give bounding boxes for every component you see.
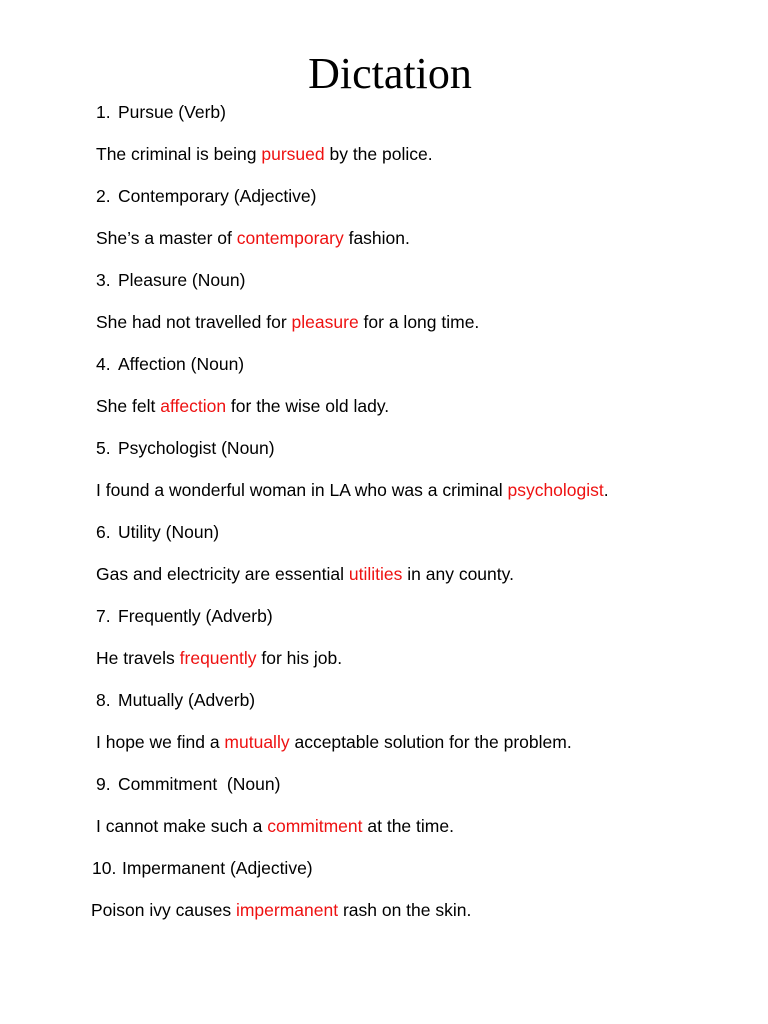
term-text: Commitment (Noun) xyxy=(118,774,281,794)
page-title: Dictation xyxy=(308,49,472,98)
sentence-text: fashion. xyxy=(343,228,410,248)
term-heading xyxy=(96,184,768,208)
highlighted-word: contemporary xyxy=(236,228,344,248)
example-sentence xyxy=(96,310,768,334)
term-heading xyxy=(96,100,768,124)
example-sentence xyxy=(96,646,768,670)
highlighted-word: psychologist xyxy=(507,480,604,500)
term-number: 9. xyxy=(96,774,111,794)
highlighted-word: pursued xyxy=(261,144,325,164)
term-number: 6. xyxy=(96,522,111,542)
term-text: Affection (Noun) xyxy=(118,354,245,374)
term-text: Pursue (Verb) xyxy=(118,102,226,122)
sentence-text: She felt xyxy=(96,396,161,416)
highlighted-word: impermanent xyxy=(235,900,339,920)
term-number: 10. xyxy=(92,858,117,878)
example-sentence xyxy=(91,898,768,922)
term-heading xyxy=(96,772,768,796)
sentence-text: She’s a master of xyxy=(96,228,237,248)
term-heading xyxy=(96,520,768,544)
sentence-text: Gas and electricity are essential xyxy=(96,564,349,584)
sentence-text: for his job. xyxy=(256,648,343,668)
highlighted-word: mutually xyxy=(224,732,290,752)
example-sentence xyxy=(96,562,768,586)
sentence-text: Poison ivy causes xyxy=(91,900,236,920)
term-number: 7. xyxy=(96,606,111,626)
term-heading xyxy=(96,436,768,460)
term-text: Mutually (Adverb) xyxy=(118,690,256,710)
example-sentence xyxy=(96,730,768,754)
sentence-text: in any county. xyxy=(402,564,514,584)
term-text: Impermanent (Adjective) xyxy=(122,858,313,878)
sentence-text: for a long time. xyxy=(358,312,480,332)
term-text: Psychologist (Noun) xyxy=(118,438,275,458)
sentence-text: rash on the skin. xyxy=(338,900,472,920)
term-number: 3. xyxy=(96,270,111,290)
term-heading xyxy=(96,688,768,712)
sentence-text: I found a wonderful woman in LA who was a criminal xyxy=(96,480,508,500)
sentence-text: The criminal is being xyxy=(96,144,262,164)
term-number: 1. xyxy=(96,102,111,122)
sentence-text: at the time. xyxy=(362,816,454,836)
term-text: Pleasure (Noun) xyxy=(118,270,246,290)
sentence-text: by the police. xyxy=(324,144,433,164)
highlighted-word: pleasure xyxy=(291,312,359,332)
sentence-text: for the wise old lady. xyxy=(226,396,390,416)
term-heading xyxy=(92,856,768,880)
highlighted-word: affection xyxy=(160,396,227,416)
term-number: 2. xyxy=(96,186,111,206)
term-text: Utility (Noun) xyxy=(118,522,220,542)
term-text: Frequently (Adverb) xyxy=(118,606,273,626)
highlighted-word: frequently xyxy=(179,648,257,668)
sentence-text: I cannot make such a xyxy=(96,816,268,836)
term-text: Contemporary (Adjective) xyxy=(118,186,317,206)
sentence-text: I hope we find a xyxy=(96,732,225,752)
highlighted-word: commitment xyxy=(267,816,363,836)
term-number: 5. xyxy=(96,438,111,458)
term-heading xyxy=(96,268,768,292)
example-sentence xyxy=(96,226,768,250)
term-heading xyxy=(96,604,768,628)
sentence-text: He travels xyxy=(96,648,180,668)
term-heading xyxy=(96,352,768,376)
sentence-text: acceptable solution for the problem. xyxy=(289,732,572,752)
example-sentence xyxy=(96,142,768,166)
sentence-text: . xyxy=(603,480,609,500)
example-sentence xyxy=(96,394,768,418)
highlighted-word: utilities xyxy=(348,564,403,584)
example-sentence xyxy=(96,814,768,838)
sentence-text: She had not travelled for xyxy=(96,312,292,332)
example-sentence xyxy=(96,478,768,502)
term-number: 8. xyxy=(96,690,111,710)
term-number: 4. xyxy=(96,354,111,374)
